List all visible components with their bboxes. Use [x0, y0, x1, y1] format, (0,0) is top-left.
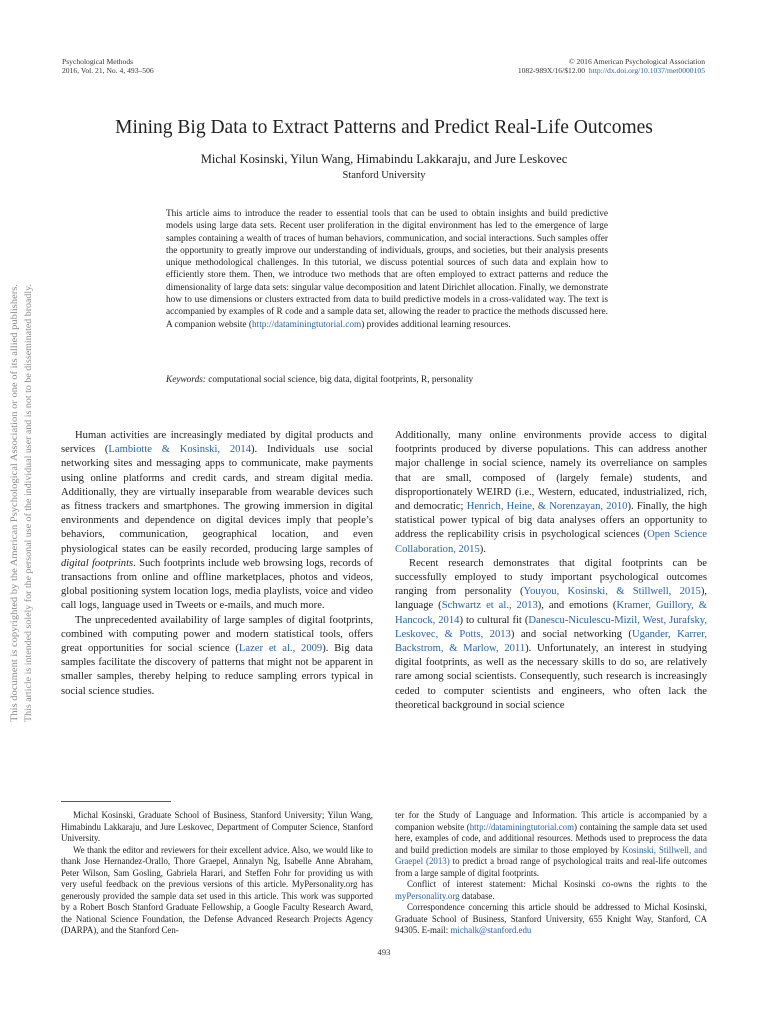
running-header-left [62, 57, 154, 75]
copyright-sidebar [6, 282, 36, 722]
body-text: ). Unfortunately, an interest in studying digital footprints, as well as the necessary skills to do so, are relatively rare among social scientists. Consequently, such research is increasingly ceded to computer scientists and engineers, who often lack the theoretical background in social science [395, 643, 707, 711]
mypersonality-link[interactable]: myPersonality.org [395, 890, 460, 901]
article-title: Mining Big Data to Extract Patterns and Predict Real-Life Outcomes [115, 117, 653, 138]
issn: 1082-989X/16/$12.00 [517, 66, 586, 75]
body-column-left [61, 429, 373, 699]
footnote-paragraph: We thank the editor and reviewers for their excellent advice. Also, we would like to thank Jose Hernandez-Orallo, Thore Graepel, Annalyn Ng, Isabelle Anne Abraham, Peter Wilson, Sam Gosling, Gabriela Harari, and Steffen Fohr for providing us with very useful feedback on the previous versions of this article. MyPersonality.org has generously provided the sample data set used in this article. This work was supported by a Robert Bosch Stanford Graduate Fellowship, a Google Faculty Research Award, the National Science Foundation, the Defense Advanced Research Projects Agency (DARPA), and the Stanford Cen- [61, 844, 373, 935]
copyright-sidebar-graphic [6, 282, 36, 722]
copyright-notice: © 2016 American Psychological Association [568, 57, 705, 66]
journal-volume: 2016, Vol. 21, No. 4, 493–506 [62, 66, 154, 75]
keywords-label: Keywords: [166, 375, 206, 385]
citation-link[interactable]: Lazer et al., 2009 [238, 643, 323, 655]
author-affiliation: Stanford University [342, 170, 426, 181]
page-number: 493 [377, 947, 391, 957]
citation-link[interactable]: Ugander, Karrer, Backstrom, & Marlow, 2011 [395, 628, 707, 655]
email-link[interactable]: michalk@stanford.edu [450, 925, 532, 935]
doi-link[interactable]: http://dx.doi.org/10.1037/met0000105 [588, 66, 705, 75]
keywords [166, 374, 608, 386]
body-text: ). Finally, the high statistical power typical of big data analyses offers an opportunity to address the replicability crisis in psychological sciences ( [395, 501, 707, 541]
body-text: ), language ( [395, 586, 707, 612]
body-text: . Such footprints include web browsing logs, records of transactions from online and offline marketplaces, photos and videos, global positioning system location logs, media playlists, voice and video call logs, language used in Tweets or e-mails, and much more. [61, 557, 373, 612]
footnote-text: ) containing the sample data set used here, examples of code, and additional resources. Methods used to preprocess the data and build prediction models are similar to those employed by [395, 821, 707, 855]
body-text: ), and emotions ( [537, 600, 617, 612]
footnote-text: database. [459, 890, 495, 901]
footnote-text: to predict a broad range of psychological traits and real-life outcomes from a large sample of digital footprints. [395, 856, 707, 878]
companion-website-link[interactable]: http://dataminingtutorial.com [469, 821, 574, 832]
copyright-sidebar-line-2: This article is intended solely for the personal use of the individual user and is not to be disseminated broadly. [23, 300, 34, 722]
body-paragraph [395, 557, 707, 713]
body-text: ). Big data samples facilitate the discovery of patterns that might not be apparent in smaller samples, thereby helping to reduce sampling errors typical in social science studies. [61, 643, 373, 697]
body-text: Recent research demonstrates that digital footprints can be successfully employed to study important psychological outcomes ranging from personality ( [395, 557, 707, 598]
footnote-divider [61, 801, 171, 802]
footnotes-right [395, 810, 707, 937]
citation-link[interactable]: Youyou, Kosinski, & Stillwell, 2015 [523, 586, 701, 598]
body-paragraph [61, 614, 373, 699]
footnote-text: Correspondence concerning this article should be addressed to Michal Kosinski, Graduate School of Business, Stanford University, 655 Knight Way, Stanford, CA 94305. E-mail: [395, 902, 707, 935]
abstract-text-end: ) provides additional learning resources. [361, 319, 511, 330]
article-authors: Michal Kosinski, Yilun Wang, Himabindu Lakkaraju, and Jure Leskovec [200, 152, 568, 166]
body-text: ) to cultural fit ( [459, 614, 529, 626]
keywords-list: computational social science, big data, digital footprints, R, personality [205, 375, 474, 385]
citation-link[interactable]: Lambiotte & Kosinski, 2014 [108, 444, 252, 456]
issn-doi-line [518, 66, 705, 75]
body-text: The unprecedented availability of large samples of digital footprints, combined with computing power and modern statistical tools, offers great opportunities for social science ( [61, 614, 373, 655]
body-text: ). [479, 543, 486, 555]
footnote-paragraph [395, 879, 707, 902]
body-text: Human activities are increasingly mediated by digital products and services ( [61, 430, 373, 456]
body-emphasis: digital footprints [61, 557, 134, 569]
footnote-paragraph [395, 810, 707, 879]
copyright-sidebar-line-1: This document is copyrighted by the American Psychological Association or one of its allied publishers. [9, 322, 20, 722]
footnote-text: Conflict of interest statement: Michal Kosinski co-owns the rights to the [407, 879, 707, 889]
citation-link[interactable]: Open Science Collaboration, 2015 [395, 529, 707, 555]
citation-link[interactable]: Schwartz et al., 2013 [441, 600, 538, 612]
body-text: ). Individuals use social networking sites and messaging apps to communicate, make payments using online platforms and credit cards, and stream digital media. Additionally, they are virtually inseparable from wearable devices such as fitness trackers and smartphones. The growing immersion in digital environments and dependence on digital devices imply that people’s behaviors, communication, geographical location, and even physiological states can be easily recorded, producing large samples of [61, 444, 374, 555]
body-text: ) and social networking ( [510, 628, 632, 640]
body-paragraph [395, 429, 707, 557]
citation-link[interactable]: Kosinski, Stillwell, and Graepel (2013) [395, 844, 707, 866]
citation-link[interactable]: Kramer, Guillory, & Hancock, 2014 [395, 600, 707, 626]
footnote-text: ter for the Study of Language and Information. This article is accompanied by a companion website ( [395, 810, 707, 832]
footnote-paragraph: Michal Kosinski, Graduate School of Business, Stanford University; Yilun Wang, Himabindu Lakkaraju, and Jure Leskovec, Department of Computer Science, Stanford University. [61, 810, 373, 843]
citation-link[interactable]: Henrich, Heine, & Norenzayan, 2010 [466, 501, 628, 513]
companion-website-link[interactable]: http://dataminingtutorial.com [251, 319, 362, 330]
abstract [166, 208, 608, 331]
journal-name: Psychological Methods [62, 57, 134, 66]
footnotes-left [61, 810, 373, 937]
body-text: Additionally, many online environments provide access to digital footprints produced by diverse populations. This can address another major challenge in social science, namely its overreliance on samples that are small, composed of (largely female) students, and disproportionately WEIRD (i.e., Western, educated, industrialized, rich, and democratic; [395, 430, 707, 513]
body-column-right [395, 429, 707, 713]
running-header-right [518, 57, 705, 75]
body-paragraph [61, 429, 373, 614]
footnote-paragraph [395, 902, 707, 937]
abstract-text: This article aims to introduce the reader to essential tools that can be used to obtain insights and build predictive models using large data sets. Recent user proliferation in the digital environment has led to the emergence of large samples containing a wealth of traces of human behaviors, communication, and social interactions. Such samples offer the opportunity to greatly improve our understanding of individuals, groups, and societies, but their analysis presents unique methodological challenges. In this tutorial, we discuss potential sources of such data and explain how to efficiently store them. Then, we introduce two methods that are often employed to extract patterns and reduce the dimensionality of large data sets: singular value decomposition and latent Dirichlet allocation. Finally, we demonstrate how to use dimensions or clusters extracted from data to build predictive models in a cross-validated way. The text is accompanied by examples of R code and a sample data set, allowing the reader to practice the methods discussed here. A companion website ( [166, 209, 608, 330]
citation-link[interactable]: Danescu-Niculescu-Mizil, West, Jurafsky, Leskovec, & Potts, 2013 [395, 614, 707, 640]
